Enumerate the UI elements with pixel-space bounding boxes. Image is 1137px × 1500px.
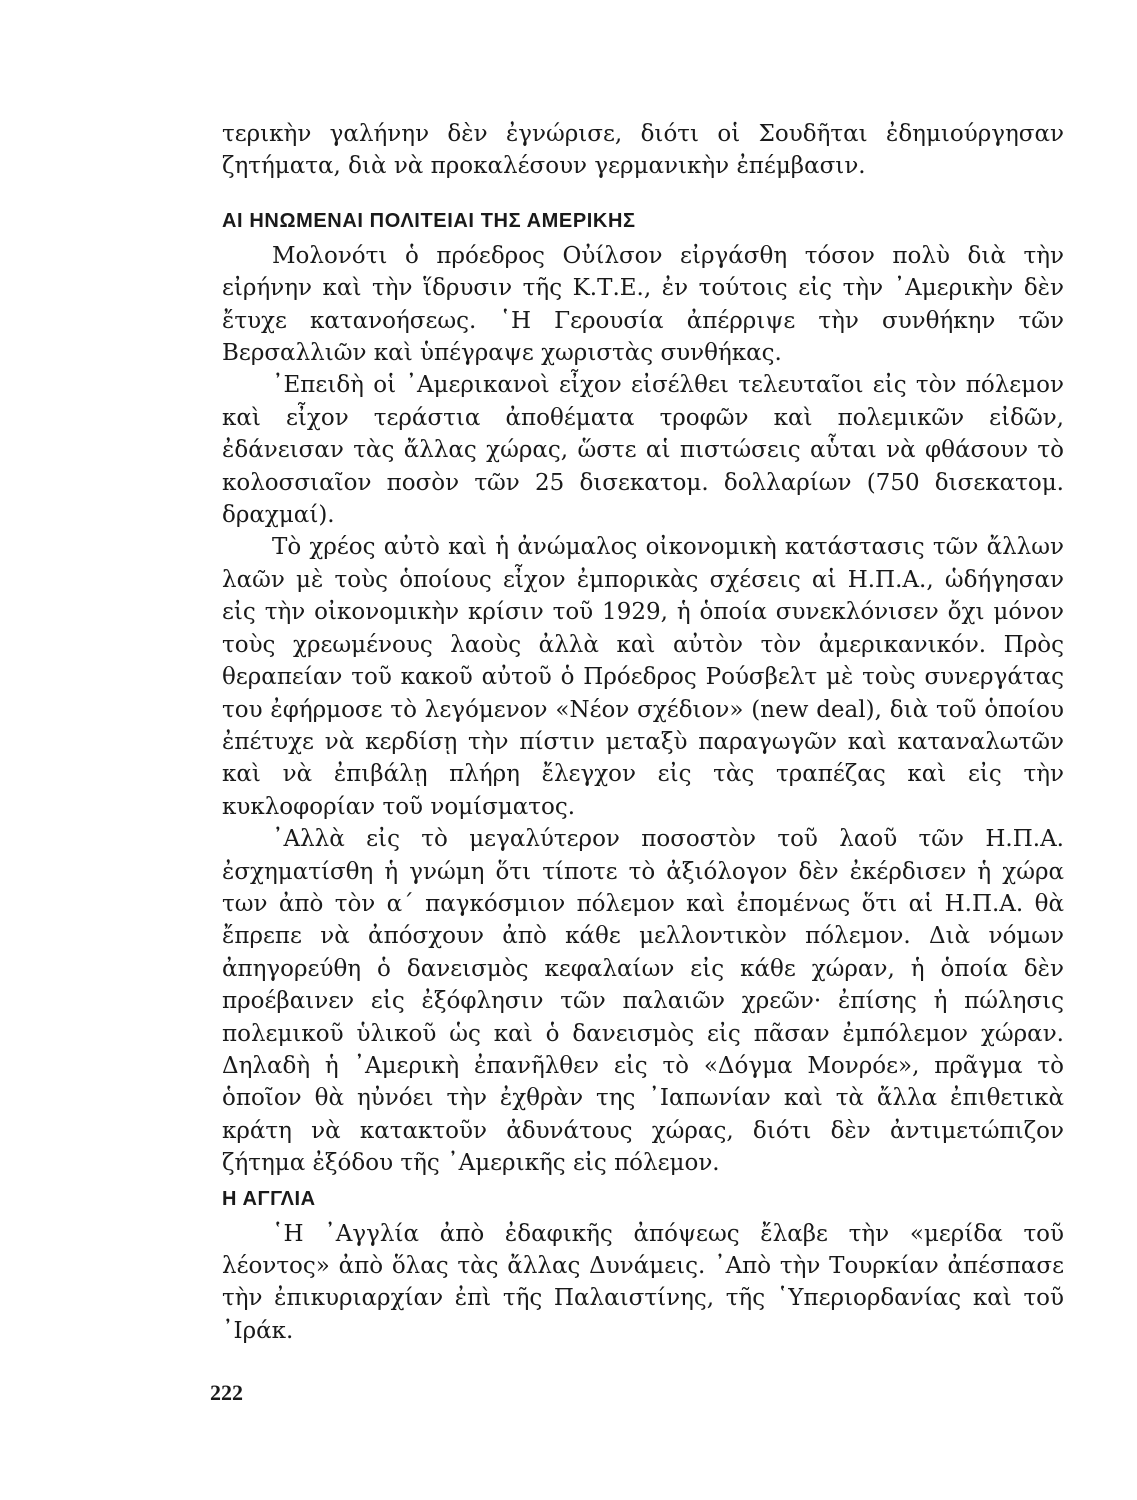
page-number: 222 (210, 1380, 243, 1405)
paragraph-continued: τερικὴν γαλήνην δὲν ἐγνώρισε, διότι οἱ Σουδῆται ἐδημιούργησαν ζητήματα, διὰ νὰ προκαλέσουν γερμανικὴν ἐπέμβασιν. (222, 121, 1064, 180)
section-heading-england: Η ΑΓΓΛΙΑ (222, 1187, 316, 1210)
paragraph-england-1: ῾Η ᾿Αγγλία ἀπὸ ἐδαφικῆς ἀπόψεως ἔλαβε τὴν «μερίδα τοῦ λέοντος» ἀπὸ ὅλας τὰς ἄλλας Δυνάμεις. ᾿Απὸ τὴν Τουρκίαν ἀπέσπασε τὴν ἐπικυριαρχίαν ἐπὶ τῆς Παλαιστίνης, τῆς ῾Υπεριορδανίας καὶ τοῦ ᾿Ιράκ. (222, 1220, 1064, 1344)
paragraph-usa-3: Τὸ χρέος αὐτὸ καὶ ἡ ἀνώμαλος οἰκονομικὴ κατάστασις τῶν ἄλλων λαῶν μὲ τοὺς ὁποίους εἶχον ἐμπορικὰς σχέσεις αἱ Η.Π.Α., ὡδήγησαν εἰς τὴν οἰκονομικὴν κρίσιν τοῦ 1929, ἡ ὁποία συνεκλόνισεν ὄχι μόνον τοὺς χρεωμένους λαοὺς ἀλλὰ καὶ αὐτὸν τὸν ἀμερικανικόν. Πρὸς θεραπείαν τοῦ κακοῦ αὐτοῦ ὁ Πρόεδρος Ρούσβελτ μὲ τοὺς συνεργάτας του ἐφήρμοσε τὸ λεγόμενον «Νέον σχέδιον» (new deal), διὰ τοῦ ὁποίου ἐπέτυχε νὰ κερδίσῃ τὴν πίστιν μεταξὺ παραγωγῶν καὶ καταναλωτῶν καὶ νὰ ἐπιβάλῃ πλήρη ἔλεγχον εἰς τὰς τραπέζας καὶ εἰς τὴν κυκλοφορίαν τοῦ νομίσματος. (222, 534, 1064, 820)
section-heading-usa: ΑΙ ΗΝΩΜΕΝΑΙ ΠΟΛΙΤΕΙΑΙ ΤΗΣ ΑΜΕΡΙΚΗΣ (222, 209, 636, 232)
paragraph-usa-1: Μολονότι ὁ πρόεδρος Οὐίλσον εἰργάσθη τόσον πολὺ διὰ τὴν εἰρήνην καὶ τὴν ἵδρυσιν τῆς Κ.Τ.Ε., ἐν τούτοις εἰς τὴν ᾿Αμερικὴν δὲν ἔτυχε κατανοήσεως. ῾Η Γερουσία ἀπέρριψε τὴν συνθήκην τῶν Βερσαλλιῶν καὶ ὑπέγραψε χωριστὰς συνθήκας. (222, 242, 1064, 367)
document-body (222, 118, 1064, 1347)
paragraph-usa-4: ᾿Αλλὰ εἰς τὸ μεγαλύτερον ποσοστὸν τοῦ λαοῦ τῶν Η.Π.Α. ἐσχηματίσθη ἡ γνώμη ὅτι τίποτε τὸ ἀξιόλογον δὲν ἐκέρδισεν ἡ χώρα των ἀπὸ τὸν α΄ παγκόσμιον πόλεμον καὶ ἐπομένως ὅτι αἱ Η.Π.Α. θὰ ἔπρεπε νὰ ἀπόσχουν ἀπὸ κάθε μελλοντικὸν πόλεμον. Διὰ νόμων ἀπηγορεύθη ὁ δανεισμὸς κεφαλαίων εἰς κάθε χώραν, ἡ ὁποία δὲν προέβαινεν εἰς ἐξόφλησιν τῶν παλαιῶν χρεῶν· ἐπίσης ἡ πώλησις πολεμικοῦ ὑλικοῦ ὡς καὶ ὁ δανεισμὸς εἰς πᾶσαν ἐμπόλεμον χώραν. Δηλαδὴ ἡ ᾿Αμερικὴ ἐπανῆλθεν εἰς τὸ «Δόγμα Μονρόε», πρᾶγμα τὸ ὁποῖον θὰ ηὐνόει τὴν ἐχθρὰν της ᾿Ιαπωνίαν καὶ τὰ ἄλλα ἐπιθετικὰ κράτη νὰ κατακτοῦν ἀδυνάτους χώρας, διότι δὲν ἀντιμετώπιζον ζήτημα ἐξόδου τῆς ᾿Αμερικῆς εἰς πόλεμον. (222, 826, 1064, 1177)
paragraph-usa-2: ᾿Επειδὴ οἱ ᾿Αμερικανοὶ εἶχον εἰσέλθει τελευταῖοι εἰς τὸν πόλεμον καὶ εἶχον τεράστια ἀποθέματα τροφῶν καὶ πολεμικῶν εἰδῶν, ἐδάνεισαν τὰς ἄλλας χώρας, ὥστε αἱ πιστώσεις αὗται νὰ φθάσουν τὸ κολοσσιαῖον ποσὸν τῶν 25 δισεκατομ. δολλαρίων (750 δισεκατομ. δραχμαί). (222, 372, 1064, 529)
